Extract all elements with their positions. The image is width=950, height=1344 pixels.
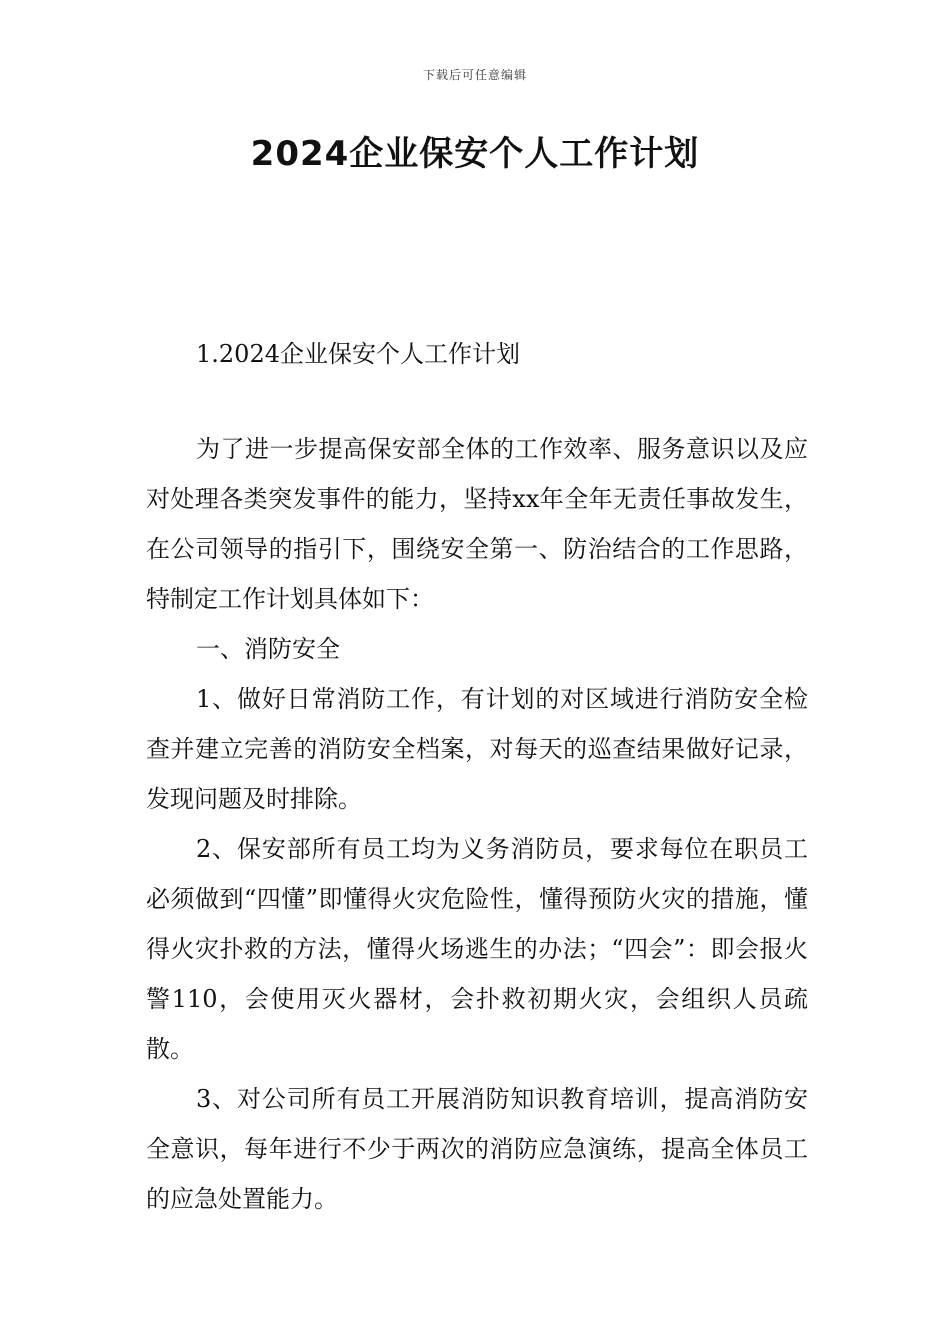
section-heading: 1.2024企业保安个人工作计划 — [196, 340, 520, 368]
paragraph-item-1: 1、做好日常消防工作，有计划的对区域进行消防安全检查并建立完善的消防安全档案，对每天的巡查结果做好记录，发现问题及时排除。 — [146, 685, 808, 813]
paragraph-intro: 为了进一步提高保安部全体的工作效率、服务意识以及应对处理各类突发事件的能力，坚持xx年全年无责任事故发生，在公司领导的指引下，围绕安全第一、防治结合的工作思路，特制定工作计划具体如下： — [146, 435, 808, 613]
header-note: 下载后可任意编辑 — [422, 68, 527, 82]
paragraph-fire-safety-heading: 一、消防安全 — [196, 635, 340, 663]
document-title: 2024企业保安个人工作计划 — [250, 134, 700, 174]
paragraph-item-3: 3、对公司所有员工开展消防知识教育培训，提高消防安全意识，每年进行不少于两次的消防应急演练，提高全体员工的应急处置能力。 — [146, 1085, 808, 1213]
document-body — [146, 424, 808, 1224]
paragraph-item-2: 2、保安部所有员工均为义务消防员，要求每位在职员工必须做到“四懂”即懂得火灾危险性，懂得预防火灾的措施，懂得火灾扑救的方法，懂得火场逃生的办法；“四会”：即会报火警110，会使用灭火器材，会扑救初期火灾，会组织人员疏散。 — [146, 835, 808, 1063]
